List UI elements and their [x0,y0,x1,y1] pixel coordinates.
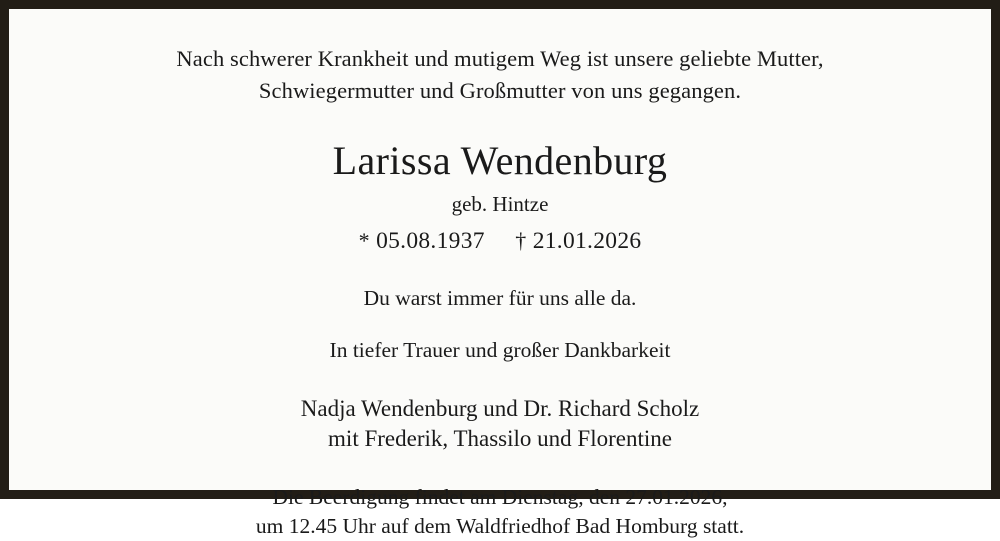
gratitude-text: In tiefer Trauer und großer Dankbarkeit [329,337,671,362]
maiden-name: geb. Hintze [451,191,549,216]
birth-symbol: * [358,227,370,253]
memorial-quote: Du warst immer für uns alle da. [363,285,637,310]
funeral-details [256,483,744,541]
intro-text [176,43,823,107]
funeral-line-1: Die Beerdigung findet am Dienstag, den 27.01.2026, [272,485,728,510]
life-dates [359,228,642,255]
intro-line-1: Nach schwerer Krankheit und mutigem Weg ist unsere geliebte Mutter, [176,46,824,71]
death-date: 21.01.2026 [532,227,642,254]
birth-date: 05.08.1937 [376,227,485,254]
intro-line-2: Schwiegermutter und Großmutter von uns gegangen. [258,77,742,103]
deceased-name: Larissa Wendenburg [332,137,668,183]
family-names [301,394,699,455]
family-line-1: Nadja Wendenburg und Dr. Richard Scholz [300,395,700,421]
funeral-line-2: um 12.45 Uhr auf dem Waldfriedhof Bad Homburg statt. [255,514,745,539]
family-line-2: mit Frederik, Thassilo und Florentine [328,426,672,452]
death-symbol: † [515,227,527,253]
